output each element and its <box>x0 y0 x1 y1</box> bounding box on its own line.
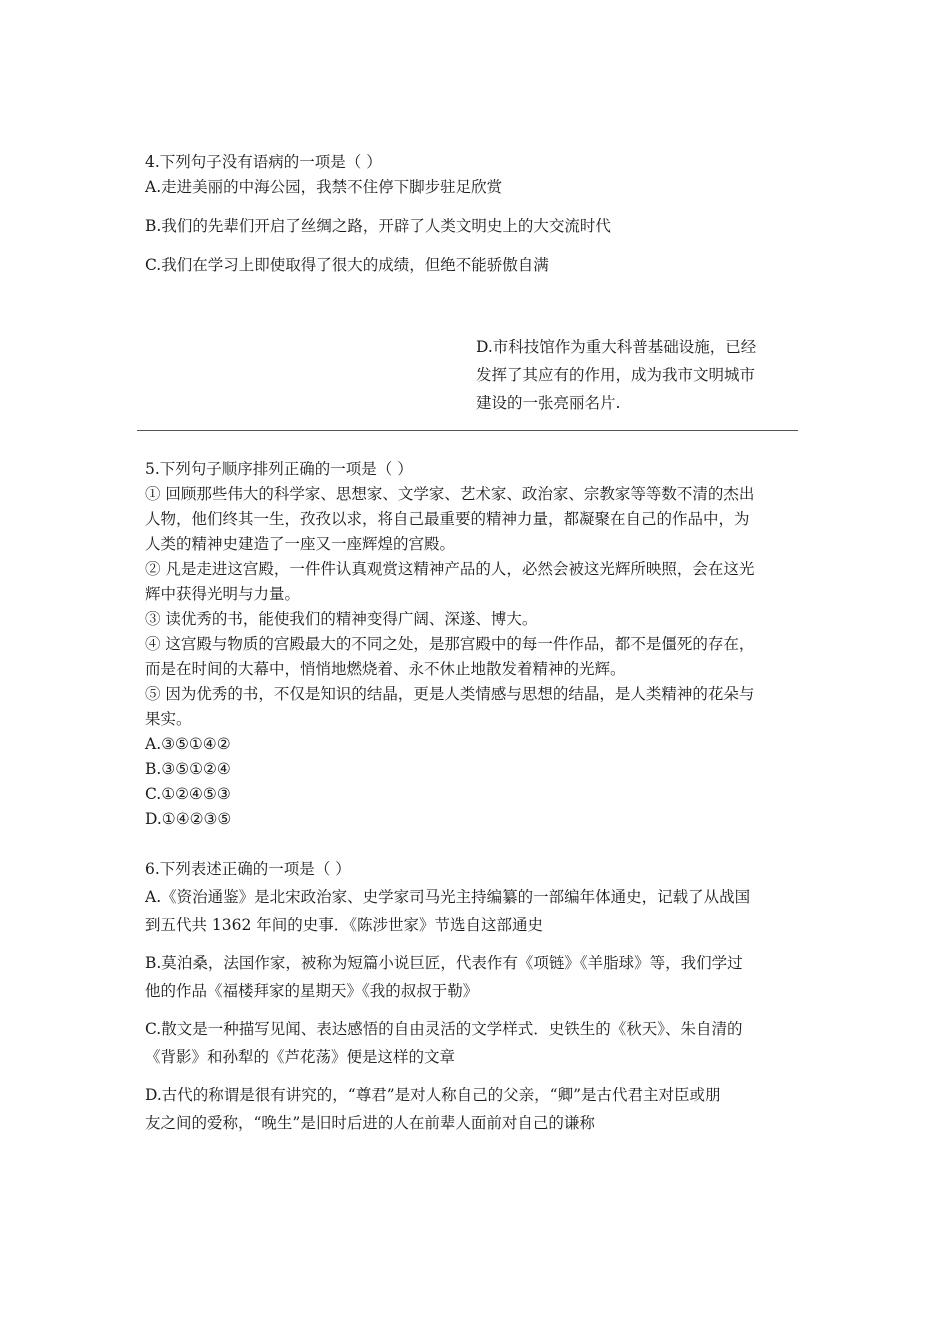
question-6-option-d-line: 友之间的爱称，“晚生”是旧时后进的人在前辈人面前对自己的谦称 <box>145 1114 595 1132</box>
question-5 <box>145 457 805 832</box>
question-6-option-b-line: 他的作品《福楼拜家的星期天》《我的叔叔于勒》 <box>145 982 479 1000</box>
question-5-stem: 5.下列句子顺序排列正确的一项是（ ） <box>145 460 413 478</box>
question-6-option-d-line: D.古代的称谓是很有讲究的，“尊君”是对人称自己的父亲，“卿”是古代君主对臣或朋 <box>145 1086 721 1104</box>
question-4-option-d-line: D.市科技馆作为重大科普基础设施，已经 <box>476 338 757 356</box>
question-4-option-d-line: 建设的一张亮丽名片. <box>476 394 621 412</box>
question-5-option-b: B.③⑤①②④ <box>145 760 231 778</box>
question-6-option-a-line: 到五代共 1362 年间的史事．《陈涉世家》节选自这部通史 <box>145 916 544 934</box>
question-5-passage-line: 而是在时间的大幕中，悄悄地燃烧着、永不休止地散发着精神的光辉。 <box>145 660 626 678</box>
question-5-option-d: D.①④②③⑤ <box>145 810 232 828</box>
question-6-option-c <box>145 1015 805 1071</box>
section-divider <box>137 430 798 431</box>
question-5-passage-line: 果实。 <box>145 710 192 728</box>
question-5-passage-line: 人物，他们终其一生，孜孜以求，将自己最重要的精神力量，都凝聚在自己的作品中，为 <box>145 510 750 528</box>
question-5-passage-line: 人类的精神史建造了一座又一座辉煌的宫殿。 <box>145 535 456 553</box>
question-4-stem: 4.下列句子没有语病的一项是（ ） <box>145 153 382 171</box>
question-6-option-b <box>145 949 805 1005</box>
question-6-option-a <box>145 883 805 939</box>
question-6-option-a-line: A.《资治通鉴》是北宋政治家、史学家司马光主持编纂的一部编年体通史，记载了从战国 <box>145 888 751 906</box>
question-4-option-c: C.我们在学习上即使取得了很大的成绩，但绝不能骄傲自满 <box>145 256 549 274</box>
question-5-passage-line: ④ 这宫殿与物质的宫殿最大的不同之处，是那宫殿中的每一件作品，都不是僵死的存在， <box>145 635 755 653</box>
question-4-option-b: B.我们的先辈们开启了丝绸之路，开辟了人类文明史上的大交流时代 <box>145 217 611 235</box>
question-4-option-a: A.走进美丽的中海公园，我禁不住停下脚步驻足欣赏 <box>145 178 503 196</box>
question-5-passage-line: ① 回顾那些伟大的科学家、思想家、文学家、艺术家、政治家、宗教家等等数不清的杰出 <box>145 485 755 503</box>
question-6-option-d <box>145 1081 805 1137</box>
question-6-stem: 6.下列表述正确的一项是（ ） <box>145 860 351 878</box>
question-6-option-c-line: 《背影》和孙犁的《芦花荡》便是这样的文章 <box>145 1048 456 1066</box>
question-5-passage-line: 辉中获得光明与力量。 <box>145 585 301 603</box>
question-5-option-c: C.①②④⑤③ <box>145 785 231 803</box>
question-4-option-d <box>476 333 796 417</box>
question-6-option-c-line: C.散文是一种描写见闻、表达感悟的自由灵活的文学样式．史铁生的《秋天》、朱自清的 <box>145 1020 743 1038</box>
question-5-passage-line: ⑤ 因为优秀的书，不仅是知识的结晶，更是人类情感与思想的结晶，是人类精神的花朵与 <box>145 685 755 703</box>
question-4-option-d-line: 发挥了其应有的作用，成为我市文明城市 <box>476 366 756 384</box>
question-5-option-a: A.③⑤①④② <box>145 735 231 753</box>
question-5-passage-line: ② 凡是走进这宫殿，一件件认真观赏这精神产品的人，必然会被这光辉所映照，会在这光 <box>145 560 755 578</box>
question-4 <box>145 150 805 278</box>
question-6-option-b-line: B.莫泊桑，法国作家，被称为短篇小说巨匠，代表作有《项链》《羊脂球》等，我们学过 <box>145 954 743 972</box>
question-6 <box>145 855 805 1137</box>
question-5-passage-line: ③ 读优秀的书，能使我们的精神变得广阔、深遂、博大。 <box>145 610 538 628</box>
